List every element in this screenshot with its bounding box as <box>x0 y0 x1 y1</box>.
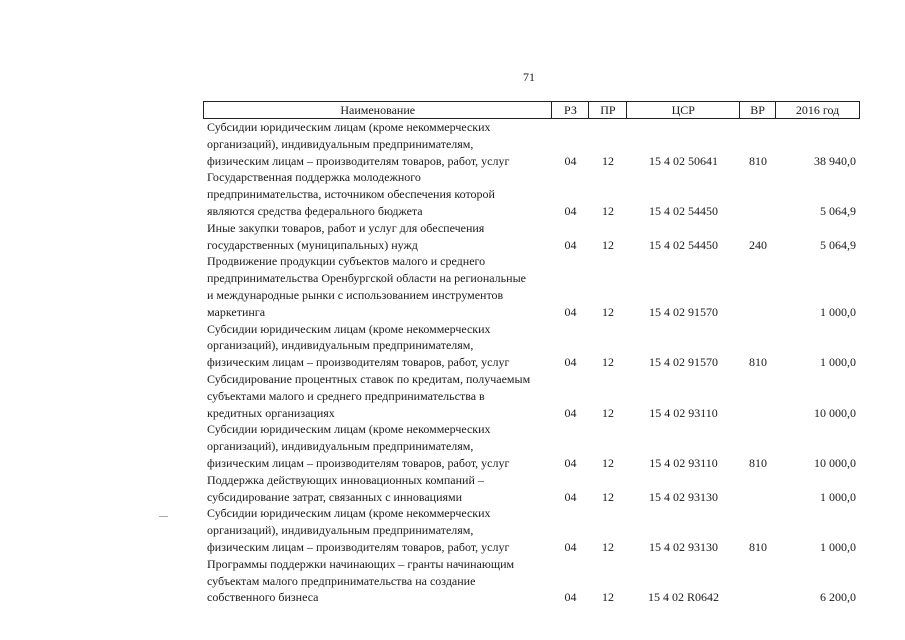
row-csr-cell: 15 4 02 54450 <box>649 203 718 218</box>
row-amount-cell: 1 000,0 <box>820 539 856 554</box>
row-amount-cell: 5 064,9 <box>820 203 856 218</box>
row-csr-cell: 15 4 02 R0642 <box>647 590 719 605</box>
row-pr-cell: 12 <box>602 237 614 252</box>
header-name: Наименование <box>204 102 552 118</box>
row-name-cell: Субсидии юридическим лицам (кроме некоммерческих организаций), индивидуальным предпринимателям, физическим лицам – производителям товаров, работ, услуг <box>207 321 510 370</box>
table-header-row <box>203 101 860 119</box>
table-row <box>203 556 860 606</box>
row-pr-cell: 12 <box>602 489 614 504</box>
row-vr-cell: 240 <box>749 237 767 252</box>
row-amount-cell: 6 200,0 <box>820 590 856 605</box>
row-csr-cell: 15 4 02 93110 <box>649 405 718 420</box>
row-name-cell: Субсидии юридическим лицам (кроме некоммерческих организаций), индивидуальным предпринимателям, физическим лицам – производителям товаров, работ, услуг <box>207 120 510 168</box>
row-amount-cell: 38 940,0 <box>814 153 856 168</box>
header-pr: ПР <box>589 102 627 118</box>
row-rz-cell: 04 <box>564 355 577 370</box>
table-row <box>203 421 860 471</box>
table-row <box>203 220 860 254</box>
table-row <box>203 371 860 421</box>
table-body <box>203 119 860 606</box>
row-vr-cell: 810 <box>749 153 767 168</box>
row-vr-cell: 810 <box>749 455 767 470</box>
row-pr-cell: 12 <box>602 455 614 470</box>
row-name-cell: Субсидии юридическим лицам (кроме некоммерческих организаций), индивидуальным предпринимателям, физическим лицам – производителям товаров, работ, услуг <box>207 422 510 470</box>
row-vr-cell: 810 <box>749 355 767 370</box>
table-row <box>203 505 860 555</box>
table-row <box>203 472 860 506</box>
row-rz-cell: 04 <box>564 153 577 168</box>
row-amount-cell: 1 000,0 <box>820 489 856 504</box>
row-name-cell: Государственная поддержка молодежного предпринимательства, источником обеспечения которой являются средства федерального бюджета <box>207 170 495 218</box>
row-vr-cell: 810 <box>749 539 767 554</box>
row-pr-cell: 12 <box>602 539 614 554</box>
row-rz-cell: 04 <box>564 455 577 470</box>
row-pr-cell: 12 <box>602 355 614 370</box>
row-pr-cell: 12 <box>602 153 614 168</box>
table-row <box>203 321 860 371</box>
row-name-cell: Продвижение продукции субъектов малого и среднего предпринимательства Оренбургской области на региональные и международные рынки с использованием инструментов маркетинга <box>207 254 526 319</box>
table-row <box>203 119 860 169</box>
row-name-cell: Иные закупки товаров, работ и услуг для обеспечения государственных (муниципальных) нужд <box>207 220 485 252</box>
row-rz-cell: 04 <box>564 489 577 504</box>
header-vr: ВР <box>740 102 776 118</box>
row-pr-cell: 12 <box>602 590 614 605</box>
row-amount-cell: 5 064,9 <box>820 237 856 252</box>
row-rz-cell: 04 <box>564 405 577 420</box>
row-pr-cell: 12 <box>602 203 614 218</box>
row-rz-cell: 04 <box>564 237 577 252</box>
header-csr: ЦСР <box>627 102 740 118</box>
row-amount-cell: 1 000,0 <box>820 304 856 319</box>
row-csr-cell: 15 4 02 93130 <box>649 489 718 504</box>
header-year: 2016 год <box>776 102 860 118</box>
row-amount-cell: 10 000,0 <box>814 455 856 470</box>
row-csr-cell: 15 4 02 91570 <box>649 304 718 319</box>
row-name-cell: Программы поддержки начинающих – гранты начинающим субъектам малого предпринимательства на создание собственного бизнеса <box>207 556 515 605</box>
row-rz-cell: 04 <box>564 304 577 319</box>
row-name-cell: Субсидии юридическим лицам (кроме некоммерческих организаций), индивидуальным предпринимателям, физическим лицам – производителям товаров, работ, услуг <box>207 506 510 554</box>
row-csr-cell: 15 4 02 93130 <box>649 539 718 554</box>
row-rz-cell: 04 <box>564 539 577 554</box>
row-pr-cell: 12 <box>602 405 614 420</box>
page-number: 71 <box>523 70 535 84</box>
row-csr-cell: 15 4 02 91570 <box>649 355 718 370</box>
row-pr-cell: 12 <box>602 304 614 319</box>
table-row <box>203 169 860 219</box>
row-csr-cell: 15 4 02 50641 <box>649 153 718 168</box>
row-csr-cell: 15 4 02 93110 <box>649 455 718 470</box>
row-amount-cell: 1 000,0 <box>820 355 856 370</box>
row-name-cell: Поддержка действующих инновационных компаний – субсидирование затрат, связанных с инновациями <box>207 472 484 504</box>
scan-mark <box>159 516 168 517</box>
budget-table <box>203 101 860 606</box>
row-rz-cell: 04 <box>564 203 577 218</box>
header-rz: РЗ <box>552 102 589 118</box>
row-name-cell: Субсидирование процентных ставок по кредитам, получаемым субъектами малого и среднего предпринимательства в кредитных организациях <box>207 371 531 420</box>
row-rz-cell: 04 <box>564 590 577 605</box>
row-csr-cell: 15 4 02 54450 <box>649 237 718 252</box>
row-amount-cell: 10 000,0 <box>814 405 856 420</box>
table-row <box>203 253 860 320</box>
